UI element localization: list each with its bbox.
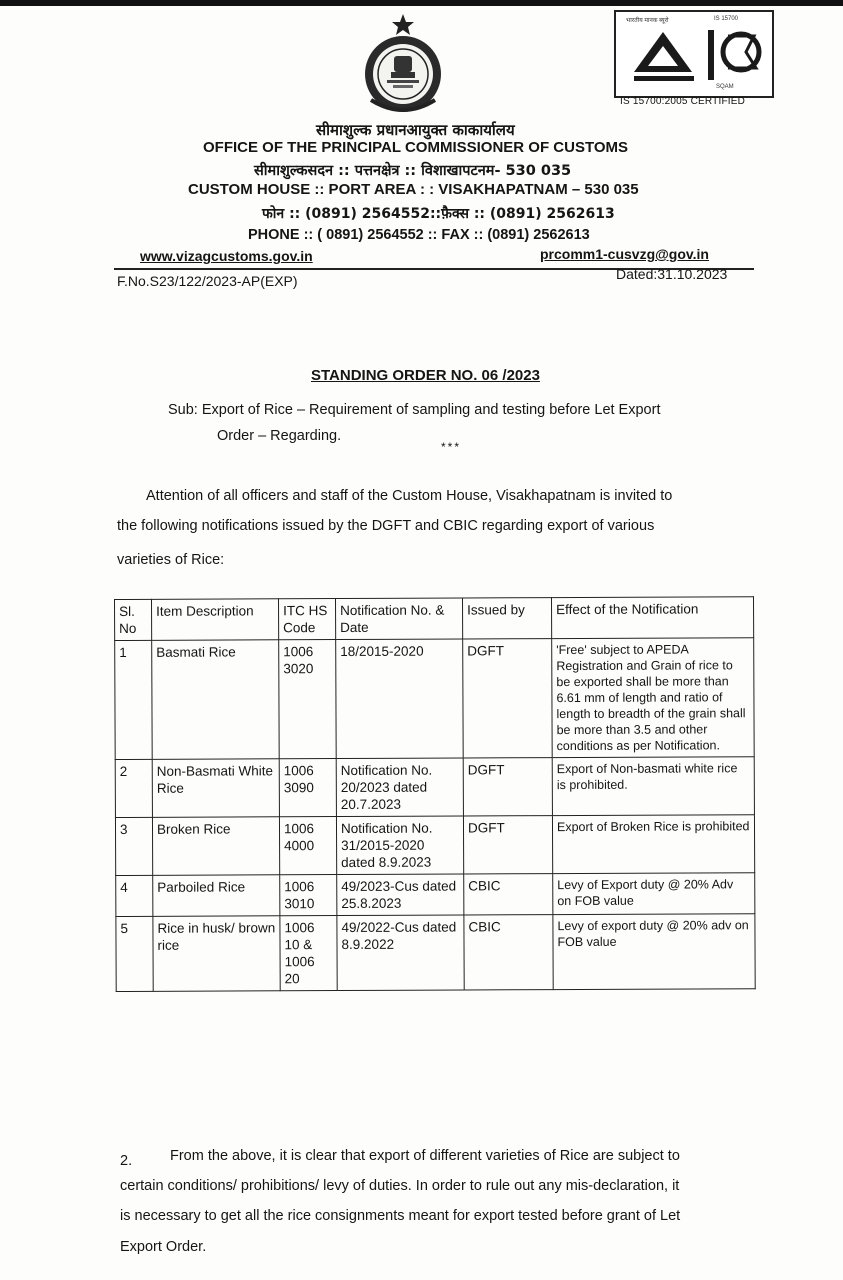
cell-effect: Export of Broken Rice is prohibited [552,815,754,874]
cert-top-hindi: भारतीय मानक ब्यूरो [626,18,669,24]
col-header-effect: Effect of the Notification [551,597,753,639]
intro-line-1: Attention of all officers and staff of the Custom House, Visakhapatnam is invited to [146,488,673,504]
cell-item: Non-Basmati White Rice [152,759,279,818]
cell-notification: 18/2015-2020 [336,639,464,759]
cell-sl: 1 [115,640,153,759]
website-link[interactable]: www.vizagcustoms.gov.in [140,248,313,264]
col-header-notification: Notification No. & Date [336,598,463,640]
cell-item: Rice in husk/ brown rice [153,916,280,992]
cell-issued-by: DGFT [463,758,552,816]
cert-bottom: SQAM [716,84,734,90]
table-row [115,815,754,876]
cell-issued-by: DGFT [463,816,552,874]
intro-line-2: the following notifications issued by the DGFT and CBIC regarding export of various [117,518,655,534]
office-address: CUSTOM HOUSE :: PORT AREA : : VISAKHAPATNAM – 530 035 [188,181,639,198]
cell-sl: 5 [116,916,153,991]
top-edge [0,0,843,6]
phone-fax: PHONE :: ( 0891) 2564552 :: FAX :: (0891) 2562613 [248,227,590,243]
cell-issued-by: CBIC [464,874,553,915]
customs-emblem-logo [357,12,449,122]
para2-line-4: Export Order. [120,1239,207,1255]
para2-line-3: is necessary to get all the rice consignments meant for export tested before grant of Let [120,1208,681,1224]
certification-mark-box [614,10,774,98]
cell-sl: 4 [116,875,153,916]
cell-notification: 49/2022-Cus dated 8.9.2022 [337,915,464,991]
cell-code: 1006 4000 [279,817,336,875]
cell-sl: 2 [115,759,152,817]
table-row [115,638,755,760]
para2-line-1: From the above, it is clear that export of different varieties of Rice are subject to [170,1148,680,1164]
hindi-address: सीमाशुल्कसदन :: पत्तनक्षेत्र :: विशाखापटनम- 530 035 [254,163,572,179]
cell-effect: Levy of Export duty @ 20% Adv on FOB value [553,873,755,915]
hindi-phone: फोन :: (0891) 2564552::फ़ैक्स :: (0891) 2562613 [262,206,615,222]
subject-line-1: Sub: Export of Rice – Requirement of sampling and testing before Let Export [168,402,661,418]
cell-code: 1006 3090 [279,759,336,817]
bis-mark-icon [628,28,768,86]
certification-caption: IS 15700:2005 CERTIFIED [620,96,746,107]
email-link[interactable]: prcomm1-cusvzg@gov.in [540,246,709,262]
cell-notification: Notification No. 20/2023 dated 20.7.2023 [336,758,463,817]
col-header-code: ITC HS Code [279,599,336,640]
cert-top-code: IS 15700 [714,16,739,22]
col-header-item: Item Description [152,599,279,641]
separator: *** [441,440,462,454]
standing-order-title: STANDING ORDER NO. 06 /2023 [311,367,540,384]
cell-item: Parboiled Rice [153,875,280,917]
cell-sl: 3 [115,817,152,875]
file-number: F.No.S23/122/2023-AP(EXP) [117,273,298,289]
cell-issued-by: DGFT [463,639,553,758]
office-name: OFFICE OF THE PRINCIPAL COMMISSIONER OF CUSTOMS [203,139,629,156]
cell-issued-by: CBIC [464,915,553,990]
cell-code: 1006 3010 [280,875,337,916]
subject-line-2: Order – Regarding. [217,428,342,444]
cell-code: 1006 10 & 1006 20 [280,916,337,991]
cell-effect: Levy of export duty @ 20% adv on FOB value [553,914,755,990]
hindi-office-name: सीमाशुल्क प्रधानआयुक्त काकार्यालय [316,121,515,139]
table-row [115,757,754,818]
table-header-row [115,597,754,641]
notifications-table [114,596,756,992]
cell-code: 1006 3020 [279,640,337,759]
table-row [116,914,755,992]
cell-notification: Notification No. 31/2015-2020 dated 8.9.2023 [336,816,463,875]
cell-effect: 'Free' subject to APEDA Registration and Grain of rice to be exported shall be more than 6.61 mm of length and ratio of length to breadth of the grain shall be more than 3.5 and other conditions as per Notification. [552,638,755,758]
para2-line-2: certain conditions/ prohibitions/ levy of duties. In order to rule out any mis-declaration, it [120,1178,680,1194]
para2-number: 2. [120,1153,133,1169]
cell-notification: 49/2023-Cus dated 25.8.2023 [337,874,464,916]
col-header-issued-by: Issued by [462,598,551,639]
cell-item: Broken Rice [152,817,279,876]
cell-item: Basmati Rice [152,640,280,760]
cell-effect: Export of Non-basmati white rice is prohibited. [552,757,754,816]
table-row [116,873,755,917]
dated: Dated:31.10.2023 [616,266,728,282]
col-header-sl: Sl. No [115,599,152,640]
intro-line-3: varieties of Rice: [117,552,225,568]
